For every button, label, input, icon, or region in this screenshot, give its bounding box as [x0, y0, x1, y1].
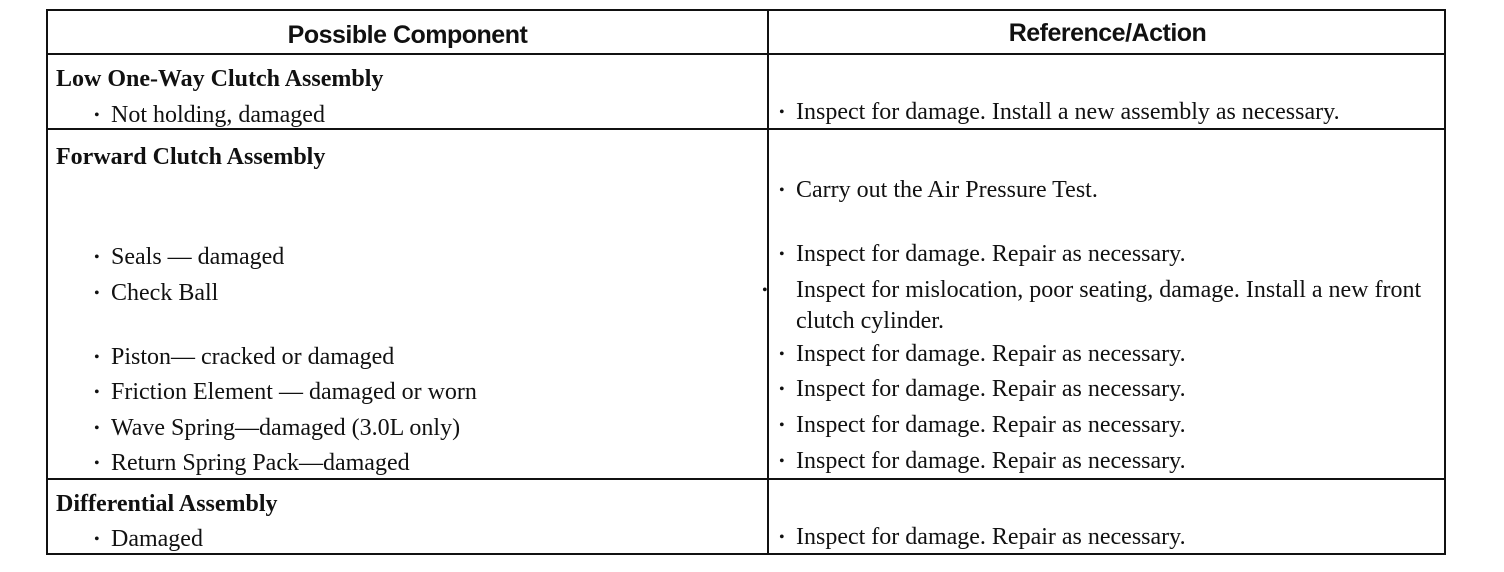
component-return-spring-pack: • Return Spring Pack—damaged — [94, 448, 410, 479]
action-seals: • Inspect for damage. Repair as necessary. — [779, 239, 1186, 270]
diagnostic-table — [46, 9, 1446, 555]
section-title-low-one-way-clutch: Low One-Way Clutch Assembly — [56, 66, 384, 92]
action-wave-spring: • Inspect for damage. Repair as necessary. — [779, 410, 1186, 441]
component-not-holding: • Not holding, damaged — [94, 100, 325, 131]
header-divider — [48, 53, 1444, 55]
section-title-forward-clutch: Forward Clutch Assembly — [56, 144, 326, 170]
header-reference-action: Reference/Action — [1008, 19, 1207, 47]
action-air-pressure-test: • Carry out the Air Pressure Test. — [779, 175, 1098, 206]
component-friction-element: • Friction Element — damaged or worn — [94, 377, 477, 408]
action-check-ball-text: Inspect for mislocation, poor seating, damage. Install a new front clutch cylinder. — [796, 277, 1422, 334]
component-differential-damaged: • Damaged — [94, 524, 203, 555]
action-friction-element: • Inspect for damage. Repair as necessary. — [779, 374, 1186, 405]
component-seals: • Seals — damaged — [94, 242, 284, 273]
action-return-spring-pack: • Inspect for damage. Repair as necessary. — [779, 446, 1186, 477]
action-differential: • Inspect for damage. Repair as necessary. — [779, 522, 1186, 553]
action-install-new-assembly: • Inspect for damage. Install a new assembly as necessary. — [779, 97, 1340, 128]
header-possible-component: Possible Component — [287, 21, 528, 49]
component-check-ball: • Check Ball — [94, 278, 218, 309]
action-check-ball — [779, 275, 1436, 336]
section-title-differential: Differential Assembly — [56, 491, 278, 517]
component-piston: • Piston— cracked or damaged — [94, 342, 394, 373]
action-piston: • Inspect for damage. Repair as necessary. — [779, 339, 1186, 370]
component-wave-spring: • Wave Spring—damaged (3.0L only) — [94, 413, 460, 444]
